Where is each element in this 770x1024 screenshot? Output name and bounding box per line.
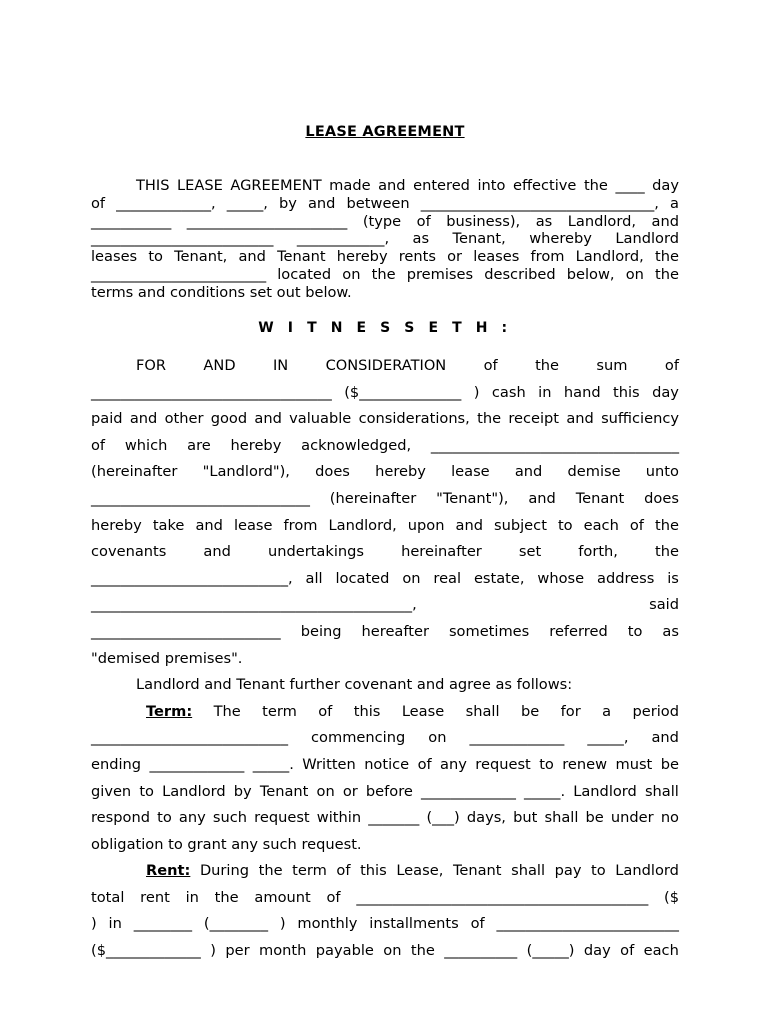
text-fragment: ) bbox=[210, 942, 216, 960]
text-fragment: and bbox=[378, 177, 406, 194]
text-fragment: forth, bbox=[578, 543, 618, 561]
text-fragment: day bbox=[583, 942, 611, 960]
text-fragment: cash bbox=[491, 383, 526, 401]
text-fragment: leases bbox=[473, 248, 520, 266]
text-fragment: Landlord and Tenant further covenant and agree as follows: bbox=[136, 676, 573, 694]
text-fragment: this bbox=[360, 862, 387, 880]
body-line bbox=[91, 805, 679, 832]
text-fragment: in bbox=[108, 915, 122, 933]
text-fragment: period bbox=[632, 702, 679, 720]
text-fragment: and bbox=[195, 516, 223, 534]
text-fragment: Landlord bbox=[162, 782, 226, 800]
text-fragment: Landlord, bbox=[567, 212, 636, 230]
text-fragment: any bbox=[440, 755, 467, 773]
text-fragment: sufficiency bbox=[601, 410, 679, 428]
text-fragment: _____________ bbox=[469, 729, 565, 747]
text-fragment: effective bbox=[512, 177, 577, 194]
text-fragment: the bbox=[214, 888, 239, 906]
text-fragment: (type bbox=[362, 212, 402, 230]
witnesseth-heading: W I T N E S S E T H : bbox=[258, 320, 512, 336]
text-fragment: commencing bbox=[311, 729, 406, 747]
text-fragment: hereby bbox=[336, 248, 388, 266]
text-fragment: ________________________ bbox=[91, 265, 267, 283]
text-fragment: on bbox=[428, 729, 447, 747]
text-fragment: day bbox=[652, 177, 679, 194]
text-fragment: as bbox=[535, 212, 553, 230]
text-fragment: __________________________________ bbox=[430, 436, 679, 454]
text-fragment: of bbox=[483, 357, 498, 374]
text-fragment: term bbox=[292, 862, 327, 880]
text-fragment: and bbox=[651, 729, 679, 747]
text-fragment: covenants bbox=[91, 543, 167, 561]
body-line bbox=[91, 459, 679, 486]
text-fragment: the bbox=[654, 248, 679, 266]
text-fragment: being bbox=[300, 622, 342, 640]
text-fragment: between bbox=[346, 194, 410, 212]
text-fragment: in bbox=[538, 383, 552, 401]
text-fragment: term bbox=[262, 702, 297, 720]
text-fragment: and bbox=[455, 516, 483, 534]
text-fragment: pay bbox=[554, 862, 582, 880]
text-fragment: Landlord bbox=[573, 782, 637, 800]
text-fragment: the bbox=[371, 265, 396, 283]
text-fragment: to bbox=[148, 248, 163, 266]
text-fragment: and bbox=[651, 212, 679, 230]
text-fragment: hereby bbox=[230, 436, 282, 454]
text-fragment: amount bbox=[254, 888, 311, 906]
text-fragment: ) bbox=[473, 383, 480, 401]
text-fragment: of bbox=[417, 755, 432, 773]
text-fragment: described bbox=[484, 265, 556, 283]
body-line bbox=[91, 832, 679, 859]
text-fragment: __________________________ bbox=[91, 622, 281, 640]
text-fragment: __________ bbox=[444, 942, 518, 960]
text-fragment: of bbox=[91, 194, 106, 212]
text-fragment: ___________ bbox=[91, 212, 172, 230]
text-fragment: _____________, bbox=[116, 194, 216, 212]
text-fragment: receipt bbox=[508, 410, 560, 428]
text-fragment: from bbox=[283, 516, 318, 534]
text-fragment: or bbox=[342, 782, 358, 800]
text-fragment: of bbox=[318, 702, 333, 720]
text-fragment: does bbox=[644, 489, 679, 507]
text-fragment: ($ bbox=[664, 888, 679, 906]
text-fragment: acknowledged, bbox=[301, 436, 412, 454]
text-fragment: whose bbox=[537, 569, 585, 587]
text-fragment: renew bbox=[562, 755, 608, 773]
text-fragment: and bbox=[528, 489, 556, 507]
text-fragment: undertakings bbox=[267, 543, 364, 561]
text-fragment: Tenant bbox=[452, 862, 502, 880]
text-fragment: any bbox=[178, 809, 206, 827]
text-fragment: premises bbox=[406, 265, 474, 283]
text-fragment: upon bbox=[407, 516, 445, 534]
text-fragment: real bbox=[433, 569, 462, 587]
text-fragment: _____. bbox=[252, 755, 294, 773]
text-fragment: and bbox=[566, 410, 594, 428]
text-fragment: ____ bbox=[615, 177, 645, 194]
text-fragment: no bbox=[660, 809, 679, 827]
text-fragment: considerations, bbox=[358, 410, 470, 428]
text-fragment: and bbox=[238, 248, 266, 266]
text-fragment: hereinafter bbox=[401, 543, 482, 561]
text-fragment: on bbox=[342, 265, 361, 283]
text-fragment: LEASE bbox=[177, 177, 223, 194]
text-fragment: ___________________________ bbox=[91, 729, 289, 747]
text-fragment: (hereinafter bbox=[329, 489, 417, 507]
body-line bbox=[91, 672, 679, 699]
text-fragment: and bbox=[254, 410, 282, 428]
text-fragment: hand bbox=[563, 383, 601, 401]
text-fragment: on bbox=[402, 569, 421, 587]
text-fragment: ($_____________ bbox=[91, 942, 201, 960]
text-fragment: per bbox=[225, 942, 250, 960]
text-fragment: sum bbox=[596, 357, 628, 374]
text-fragment: whereby bbox=[529, 230, 592, 248]
text-fragment: rent bbox=[140, 888, 170, 906]
text-fragment: monthly bbox=[297, 915, 358, 933]
text-fragment: hereby bbox=[91, 516, 142, 534]
term-line bbox=[91, 699, 679, 726]
text-fragment: Tenant, bbox=[452, 230, 506, 248]
intro-line bbox=[91, 284, 679, 302]
text-fragment: of bbox=[326, 888, 341, 906]
text-fragment: Written bbox=[302, 755, 356, 773]
text-fragment: and bbox=[203, 543, 231, 561]
text-fragment: paid bbox=[91, 410, 123, 428]
text-fragment: does bbox=[315, 463, 350, 481]
text-fragment: estate, bbox=[473, 569, 525, 587]
body-line bbox=[91, 885, 679, 912]
text-fragment: _______ bbox=[368, 809, 420, 827]
body-line bbox=[91, 513, 679, 540]
text-fragment: sometimes bbox=[448, 622, 530, 640]
text-fragment: day bbox=[652, 383, 679, 401]
text-fragment: days, bbox=[466, 809, 506, 827]
intro-line bbox=[91, 213, 679, 231]
text-fragment: Tenant, bbox=[174, 248, 228, 266]
body-line bbox=[91, 646, 679, 673]
text-fragment: Landlord, bbox=[328, 516, 397, 534]
text-fragment: each bbox=[583, 516, 619, 534]
text-fragment: Tenant bbox=[575, 489, 625, 507]
rent-line bbox=[91, 858, 679, 885]
text-fragment: terms and conditions set out below. bbox=[91, 283, 352, 301]
text-fragment: The bbox=[213, 702, 241, 720]
text-fragment: request bbox=[475, 755, 531, 773]
text-fragment: on bbox=[625, 265, 644, 283]
text-fragment: hereby bbox=[375, 463, 426, 481]
text-fragment: shall bbox=[465, 702, 500, 720]
text-fragment: of bbox=[620, 942, 635, 960]
text-fragment: located bbox=[335, 569, 390, 587]
text-fragment: Lease bbox=[401, 702, 445, 720]
text-fragment: before bbox=[365, 782, 413, 800]
text-fragment: of bbox=[416, 212, 431, 230]
text-fragment: ) bbox=[279, 915, 286, 933]
text-fragment: AND bbox=[203, 357, 236, 374]
document-title: LEASE AGREEMENT bbox=[305, 124, 465, 140]
body-line bbox=[91, 619, 679, 646]
body-line bbox=[91, 779, 679, 806]
text-fragment: Landlord bbox=[615, 862, 679, 880]
text-fragment: of bbox=[629, 516, 644, 534]
text-fragment: and bbox=[307, 194, 336, 212]
text-fragment: the bbox=[535, 357, 560, 374]
text-fragment: into bbox=[477, 177, 506, 194]
text-fragment: from bbox=[530, 248, 565, 266]
text-fragment: and bbox=[514, 463, 543, 481]
text-fragment: THIS bbox=[136, 177, 170, 194]
text-fragment: business), bbox=[446, 212, 521, 230]
text-fragment: _________________________ bbox=[91, 230, 274, 248]
text-fragment: for bbox=[560, 702, 581, 720]
text-fragment: demise bbox=[567, 463, 621, 481]
text-fragment: AGREEMENT bbox=[230, 177, 322, 194]
text-fragment: subject bbox=[494, 516, 547, 534]
intro-line bbox=[91, 230, 679, 248]
text-fragment: set bbox=[518, 543, 542, 561]
text-fragment: be bbox=[660, 755, 679, 773]
text-fragment: by bbox=[278, 194, 297, 212]
text-fragment: the bbox=[477, 410, 502, 428]
text-fragment: and bbox=[129, 410, 158, 428]
text-fragment: _____________ bbox=[421, 782, 516, 800]
text-fragment: ____________, bbox=[296, 230, 390, 248]
text-fragment: lease bbox=[451, 463, 490, 481]
text-fragment: _____________ bbox=[149, 755, 245, 773]
section-heading: Rent: bbox=[146, 862, 191, 880]
text-fragment: shall bbox=[544, 809, 579, 827]
text-fragment: in bbox=[185, 888, 199, 906]
text-fragment: located bbox=[277, 265, 332, 283]
text-fragment: _________________________ bbox=[496, 915, 679, 933]
text-fragment: each bbox=[643, 942, 679, 960]
text-fragment: installments bbox=[369, 915, 459, 933]
text-fragment: be bbox=[585, 809, 604, 827]
text-fragment: of bbox=[91, 436, 106, 454]
text-fragment: of bbox=[336, 862, 351, 880]
text-fragment: are bbox=[187, 436, 211, 454]
text-fragment: address bbox=[597, 569, 655, 587]
text-fragment: "Landlord"), bbox=[202, 463, 290, 481]
text-fragment: Landlord bbox=[615, 230, 679, 248]
text-fragment: lease bbox=[233, 516, 273, 534]
text-fragment: the bbox=[655, 543, 679, 561]
text-fragment: all bbox=[305, 569, 323, 587]
body-line bbox=[91, 406, 679, 433]
text-fragment: under bbox=[610, 809, 654, 827]
text-fragment: such bbox=[212, 809, 248, 827]
text-fragment: payable bbox=[315, 942, 374, 960]
text-fragment: ________________________________________ bbox=[356, 888, 649, 906]
text-fragment: leases bbox=[91, 248, 138, 266]
text-fragment: IN bbox=[272, 357, 289, 374]
text-fragment: _____, bbox=[226, 194, 268, 212]
text-fragment: shall bbox=[511, 862, 546, 880]
text-fragment: is bbox=[667, 569, 679, 587]
intro-paragraph bbox=[91, 177, 679, 302]
text-fragment: to bbox=[539, 755, 554, 773]
body-line bbox=[91, 592, 679, 619]
text-fragment: to bbox=[591, 862, 606, 880]
text-fragment: of bbox=[470, 915, 485, 933]
intro-line bbox=[91, 266, 679, 284]
text-fragment: "demised premises". bbox=[91, 649, 243, 667]
body-line bbox=[91, 539, 679, 566]
text-fragment: shall bbox=[644, 782, 679, 800]
consideration-body bbox=[91, 353, 679, 965]
text-fragment: which bbox=[124, 436, 168, 454]
text-fragment: on bbox=[316, 782, 335, 800]
text-fragment: (_____) bbox=[526, 942, 575, 960]
text-fragment: said bbox=[649, 596, 679, 614]
body-line bbox=[91, 353, 679, 380]
text-fragment: this bbox=[613, 383, 640, 401]
intro-line bbox=[91, 195, 679, 213]
text-fragment: request bbox=[254, 809, 310, 827]
body-line bbox=[91, 486, 679, 513]
text-fragment: ______________________ bbox=[186, 212, 348, 230]
body-line bbox=[91, 566, 679, 593]
body-line bbox=[91, 911, 679, 938]
text-fragment: CONSIDERATION bbox=[325, 357, 447, 374]
text-fragment: ________________________________, bbox=[420, 194, 659, 212]
text-fragment: Tenant bbox=[277, 248, 326, 266]
text-fragment: (________ bbox=[203, 915, 268, 933]
text-fragment: ____________________________________________, bbox=[91, 596, 417, 614]
body-line bbox=[91, 433, 679, 460]
text-fragment: month bbox=[259, 942, 307, 960]
text-fragment: take bbox=[152, 516, 185, 534]
body-line bbox=[91, 938, 679, 965]
intro-line bbox=[91, 248, 679, 266]
text-fragment: but bbox=[513, 809, 538, 827]
text-fragment: good bbox=[210, 410, 248, 428]
body-line bbox=[91, 380, 679, 407]
text-fragment: Landlord, bbox=[575, 248, 644, 266]
text-fragment: to bbox=[557, 516, 573, 534]
text-fragment: ) bbox=[91, 915, 97, 933]
text-fragment: or bbox=[447, 248, 463, 266]
text-fragment: this bbox=[353, 702, 381, 720]
text-fragment: Tenant bbox=[259, 782, 309, 800]
text-fragment: the bbox=[410, 942, 435, 960]
text-fragment: total bbox=[91, 888, 125, 906]
body-line bbox=[91, 752, 679, 779]
text-fragment: the bbox=[654, 516, 679, 534]
text-fragment: _________________________________ bbox=[91, 383, 332, 401]
text-fragment: made bbox=[329, 177, 371, 194]
text-fragment: unto bbox=[645, 463, 679, 481]
text-fragment: the bbox=[258, 862, 283, 880]
text-fragment: the bbox=[583, 177, 608, 194]
text-fragment: the bbox=[655, 265, 679, 283]
intro-line bbox=[91, 177, 679, 195]
text-fragment: of bbox=[664, 357, 679, 374]
text-fragment: ($______________ bbox=[344, 383, 462, 401]
text-fragment: ending bbox=[91, 755, 142, 773]
text-fragment: obligation to grant any such request. bbox=[91, 835, 362, 853]
text-fragment: other bbox=[164, 410, 204, 428]
text-fragment: given bbox=[91, 782, 132, 800]
text-fragment: ___________________________, bbox=[91, 569, 293, 587]
text-fragment: on bbox=[383, 942, 402, 960]
body-line bbox=[91, 725, 679, 752]
text-fragment: must bbox=[615, 755, 653, 773]
text-fragment: rents bbox=[398, 248, 436, 266]
text-fragment: to bbox=[139, 782, 154, 800]
text-fragment: a bbox=[602, 702, 612, 720]
text-fragment: Lease, bbox=[396, 862, 444, 880]
text-fragment: (___) bbox=[426, 809, 460, 827]
section-heading: Term: bbox=[146, 702, 193, 720]
text-fragment: _____, bbox=[587, 729, 629, 747]
text-fragment: ______________________________ bbox=[91, 489, 310, 507]
text-fragment: During bbox=[199, 862, 249, 880]
text-fragment: "Tenant"), bbox=[436, 489, 509, 507]
text-fragment: as bbox=[412, 230, 430, 248]
text-fragment: _____. bbox=[523, 782, 566, 800]
text-fragment: respond bbox=[91, 809, 150, 827]
text-fragment: to bbox=[157, 809, 172, 827]
text-fragment: FOR bbox=[136, 357, 167, 374]
text-fragment: referred bbox=[549, 622, 608, 640]
text-fragment: as bbox=[662, 622, 679, 640]
text-fragment: be bbox=[520, 702, 540, 720]
text-fragment: below, bbox=[566, 265, 615, 283]
text-fragment: notice bbox=[364, 755, 410, 773]
text-fragment: ________ bbox=[133, 915, 193, 933]
text-fragment: to bbox=[627, 622, 643, 640]
text-fragment: a bbox=[669, 194, 679, 212]
text-fragment: within bbox=[316, 809, 362, 827]
text-fragment: valuable bbox=[289, 410, 352, 428]
text-fragment: (hereinafter bbox=[91, 463, 178, 481]
text-fragment: entered bbox=[413, 177, 470, 194]
text-fragment: hereafter bbox=[361, 622, 429, 640]
text-fragment: by bbox=[233, 782, 252, 800]
